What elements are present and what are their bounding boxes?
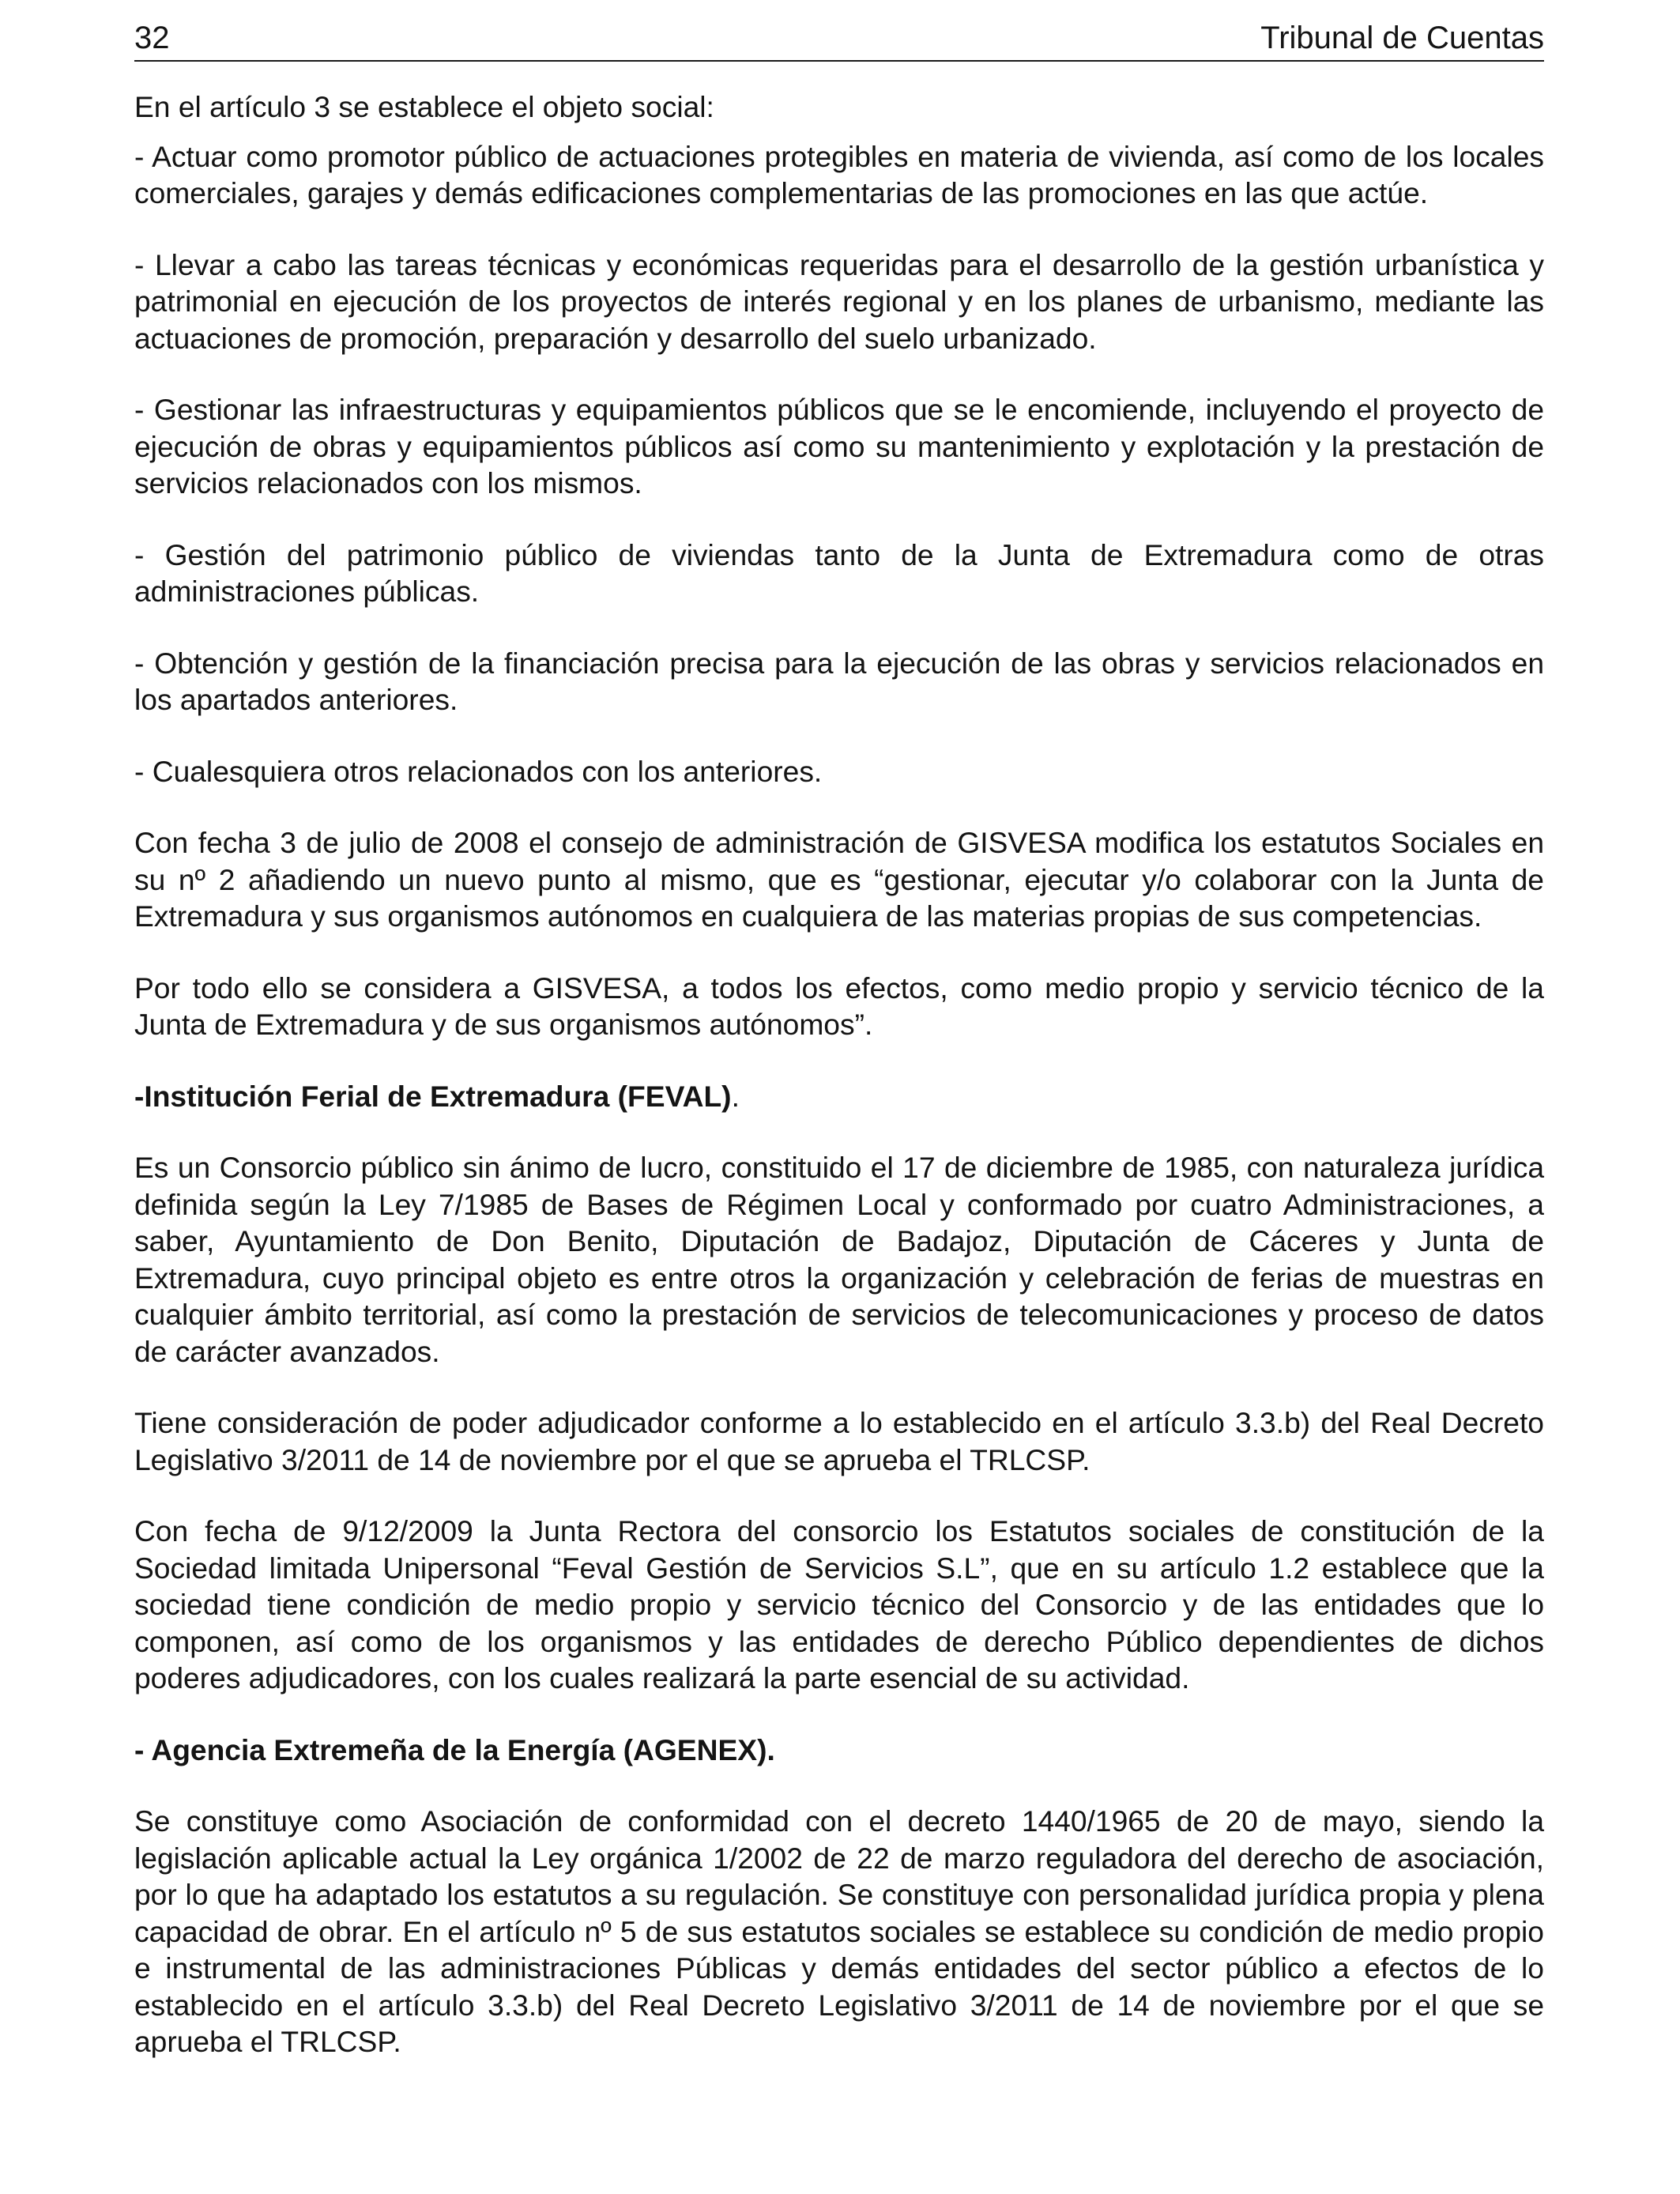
object-item: - Obtención y gestión de la financiación precisa para la ejecución de las obras y servicios relacionados en los apartados anteriores. bbox=[134, 646, 1544, 716]
gisvesa-paragraph-2: Por todo ello se considera a GISVESA, a todos los efectos, como medio propio y servicio técnico de la Junta de Extremadura y de sus organismos autónomos”. bbox=[134, 971, 1544, 1041]
agenex-heading: - Agencia Extremeña de la Energía (AGENEX). bbox=[134, 1732, 775, 1766]
gisvesa-paragraph-1: Con fecha 3 de julio de 2008 el consejo de administración de GISVESA modifica los estatutos Sociales en su nº 2 añadiendo un nuevo punto al mismo, que es “gestionar, ejecutar y/o colaborar con la Junta de Extremadura y sus organismos autónomos en cualquiera de las materias propias de sus competencias. bbox=[134, 826, 1544, 933]
object-item: - Llevar a cabo las tareas técnicas y económicas requeridas para el desarrollo de la gestión urbanística y patrimonial en ejecución de los proyectos de interés regional y en los planes de urbanismo, mediante las actuaciones de promoción, preparación y desarrollo del suelo urbanizado. bbox=[134, 247, 1544, 355]
feval-paragraph-1: Es un Consorcio público sin ánimo de lucro, constituido el 17 de diciembre de 1985, con naturaleza jurídica definida según la Ley 7/1985 de Bases de Régimen Local y conformado por cuatro Administraciones, a saber, Ayuntamiento de Don Benito, Diputación de Badajoz, Diputación de Cáceres y Junta de Extremadura, cuyo principal objeto es entre otros la organización y celebración de ferias de muestras en cualquier ámbito territorial, así como la prestación de servicios de telecomunicaciones y proceso de datos de carácter avanzados. bbox=[134, 1151, 1544, 1368]
running-title: Tribunal de Cuentas bbox=[1260, 21, 1544, 55]
object-item: - Gestionar las infraestructuras y equipamientos públicos que se le encomiende, incluyendo el proyecto de ejecución de obras y equipamientos públicos así como su mantenimiento y explotación y la prestación de servicios relacionados con los mismos. bbox=[134, 393, 1544, 499]
object-item: - Cualesquiera otros relacionados con los anteriores. bbox=[134, 754, 823, 788]
page-number: 32 bbox=[134, 21, 170, 55]
document-body bbox=[134, 89, 1544, 2060]
feval-heading bbox=[134, 1078, 1544, 1115]
feval-paragraph-2: Tiene consideración de poder adjudicador conforme a lo establecido en el artículo 3.3.b) del Real Decreto Legislativo 3/2011 de 14 de noviembre por el que se aprueba el TRLCSP. bbox=[134, 1406, 1544, 1476]
agenex-paragraph-1: Se constituye como Asociación de conformidad con el decreto 1440/1965 de 20 de mayo, siendo la legislación aplicable actual la Ley orgánica 1/2002 de 22 de marzo reguladora del derecho de asociación, por lo que ha adaptado los estatutos a su regulación. Se constituye con personalidad jurídica propia y plena capacidad de obrar. En el artículo nº 5 de sus estatutos sociales se establece su condición de medio propio e instrumental de las administraciones Públicas y demás entidades del sector público a efectos de lo establecido en el artículo 3.3.b) del Real Decreto Legislativo 3/2011 de 14 de noviembre por el que se aprueba el TRLCSP. bbox=[134, 1804, 1544, 2058]
feval-heading-period: . bbox=[731, 1079, 740, 1113]
object-item: - Actuar como promotor público de actuaciones protegibles en materia de vivienda, así como de los locales comerciales, garajes y demás edificaciones complementarias de las promociones en las que actúe. bbox=[134, 139, 1544, 209]
object-item: - Gestión del patrimonio público de viviendas tanto de la Junta de Extremadura como de otras administraciones públicas. bbox=[134, 537, 1544, 608]
feval-paragraph-3: Con fecha de 9/12/2009 la Junta Rectora del consorcio los Estatutos sociales de constitución de la Sociedad limitada Unipersonal “Feval Gestión de Servicios S.L”, que en su artículo 1.2 establece que la sociedad tiene condición de medio propio y servicio técnico del Consorcio y de las entidades que lo componen, así como de los organismos y las entidades de derecho Público dependientes de dichos poderes adjudicadores, con los cuales realizará la parte esencial de su actividad. bbox=[134, 1514, 1544, 1695]
page-header bbox=[134, 17, 1544, 62]
intro-paragraph: En el artículo 3 se establece el objeto social: bbox=[134, 90, 714, 123]
feval-heading-text: -Institución Ferial de Extremadura (FEVAL) bbox=[134, 1079, 732, 1113]
